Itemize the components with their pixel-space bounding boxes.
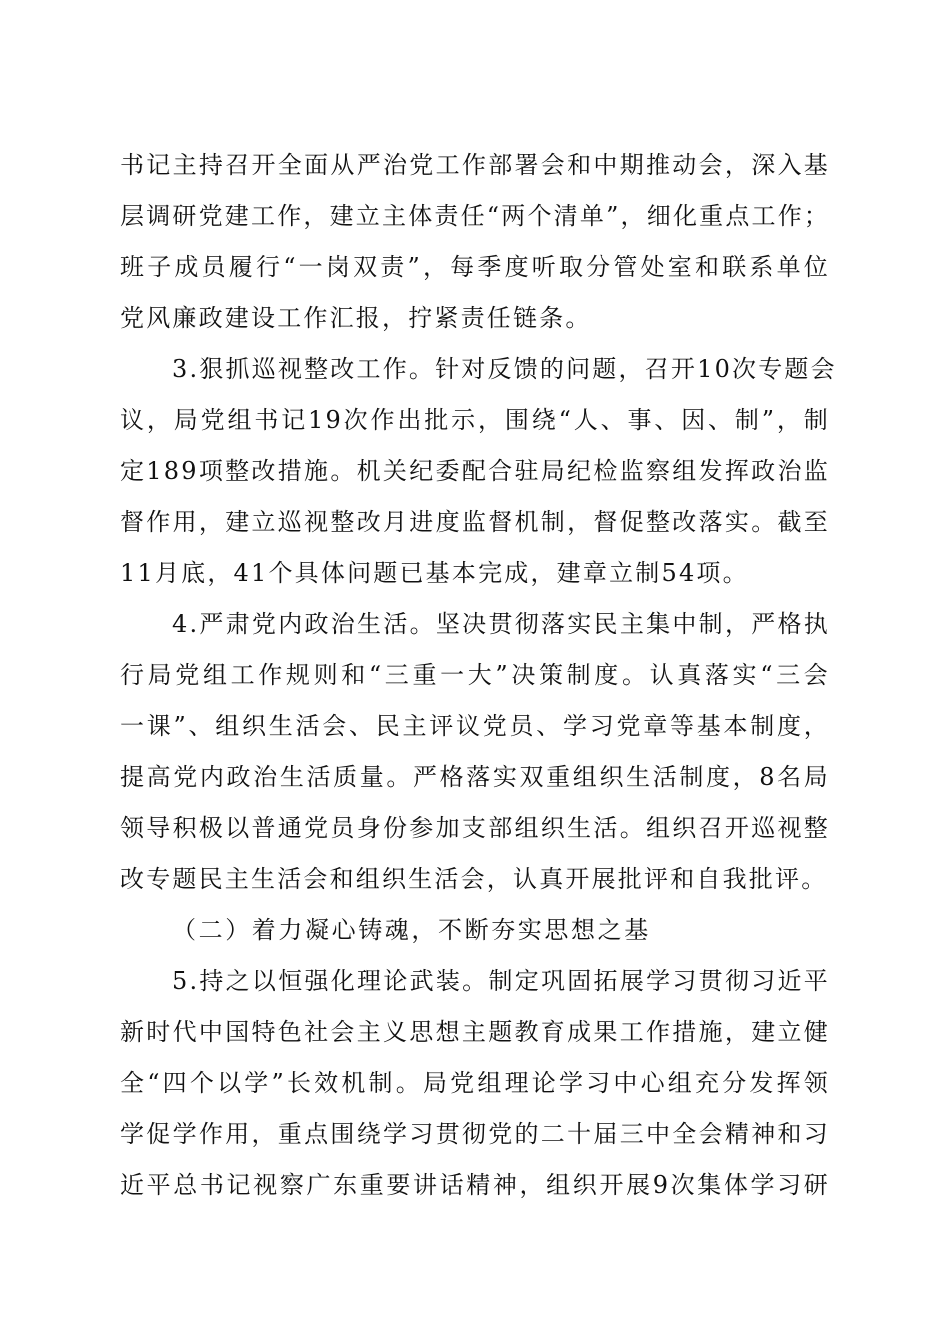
paragraph-line: 行局党组工作规则和“三重一大”决策制度。认真落实“三会 — [120, 661, 830, 689]
paragraph-line: 全“四个以学”长效机制。局党组理论学习中心组充分发挥领 — [120, 1069, 830, 1097]
paragraph-line: 3.狠抓巡视整改工作。针对反馈的问题，召开10次专题会 — [172, 355, 837, 383]
paragraph-line: 班子成员履行“一岗双责”，每季度听取分管处室和联系单位 — [120, 253, 830, 281]
paragraph-line: 5.持之以恒强化理论武装。制定巩固拓展学习贯彻习近平 — [172, 967, 830, 995]
paragraph-line: 督作用，建立巡视整改月进度监督机制，督促整改落实。截至 — [120, 508, 830, 536]
paragraph-line: 4.严肃党内政治生活。坚决贯彻落实民主集中制，严格执 — [172, 610, 830, 638]
paragraph-line: 新时代中国特色社会主义思想主题教育成果工作措施，建立健 — [120, 1018, 830, 1046]
paragraph-line: 议，局党组书记19次作出批示，围绕“人、事、因、制”，制 — [120, 406, 830, 434]
document-body — [120, 140, 837, 1211]
paragraph-line: 学促学作用，重点围绕学习贯彻党的二十届三中全会精神和习 — [120, 1120, 830, 1148]
paragraph-line: 近平总书记视察广东重要讲话精神，组织开展9次集体学习研 — [120, 1171, 830, 1199]
paragraph-line: 11月底，41个具体问题已基本完成，建章立制54项。 — [120, 559, 749, 587]
paragraph-line: 一课”、组织生活会、民主评议党员、学习党章等基本制度， — [120, 712, 830, 740]
paragraph-line: 党风廉政建设工作汇报，拧紧责任链条。 — [120, 304, 592, 332]
paragraph-line: 定189项整改措施。机关纪委配合驻局纪检监察组发挥政治监 — [120, 457, 830, 485]
paragraph-line: 领导积极以普通党员身份参加支部组织生活。组织召开巡视整 — [120, 814, 830, 842]
paragraph-line: 层调研党建工作，建立主体责任“两个清单”，细化重点工作； — [120, 202, 831, 230]
paragraph-line: 改专题民主生活会和组织生活会，认真开展批评和自我批评。 — [120, 865, 828, 893]
paragraph-line: 书记主持召开全面从严治党工作部署会和中期推动会，深入基 — [120, 151, 830, 179]
paragraph-line: 提高党内政治生活质量。严格落实双重组织生活制度，8名局 — [120, 763, 830, 791]
section-heading: （二）着力凝心铸魂，不断夯实思想之基 — [172, 916, 651, 944]
